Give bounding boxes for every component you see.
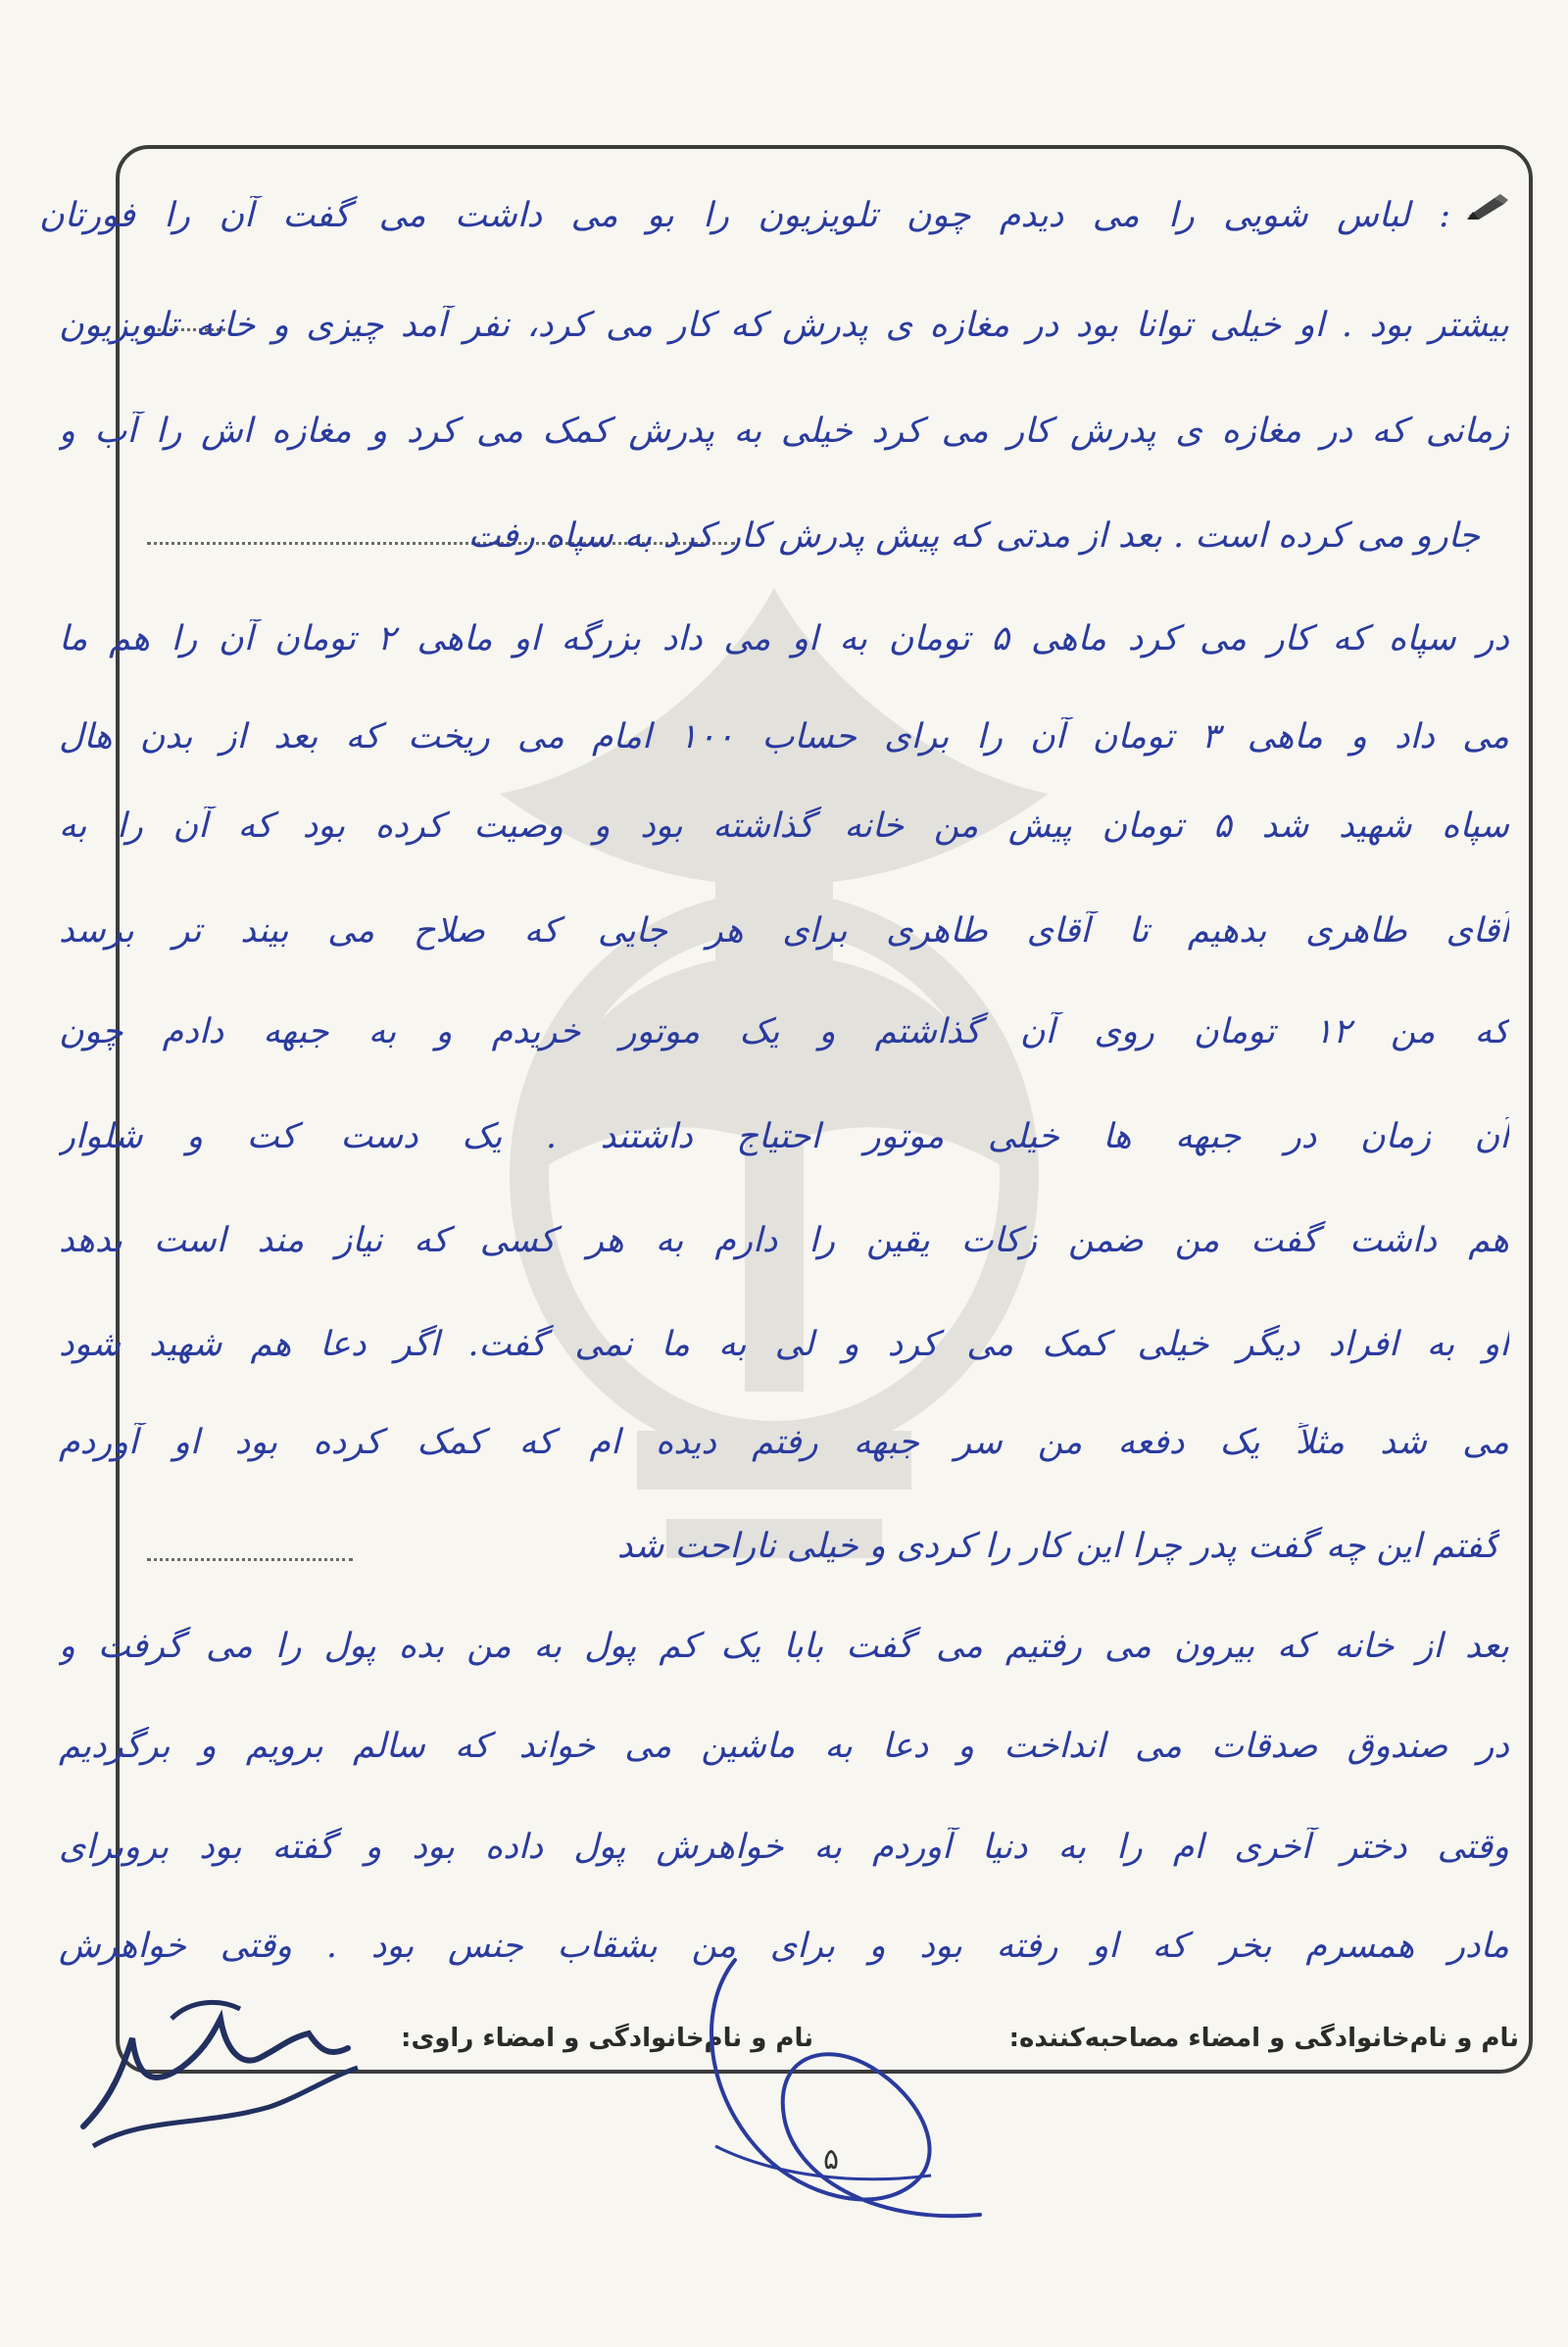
handwritten-line-10: آن زمان در جبهه ها خیلی موتور احتیاج داشتند . یک دست کت و شلوار: [59, 1117, 1509, 1156]
handwritten-line-15: بعد از خانه که بیرون می رفتیم می گفت بابا یک کم پول به من بده پول را می گرفت و: [59, 1627, 1509, 1666]
handwritten-line-9: که من ۱۲ تومان روی آن گذاشتم و یک موتور خریدم و به جبهه دادم چون: [59, 1012, 1509, 1051]
handwritten-line-6: می داد و ماهی ۳ تومان آن را برای حساب ۱۰۰ امام می ریخت که بعد از بدن هال: [59, 717, 1509, 757]
handwritten-line-5: در سپاه که کار می کرد ماهی ۵ تومان به او می داد بزرگه او ماهی ۲ تومان آن را هم ما: [59, 619, 1509, 659]
narrator-signature: [54, 1980, 368, 2176]
handwritten-line-13: می شد مثلاً یک دفعه من سر جبهه رفتم دیده ام که کمک کرده بود او آوردم: [59, 1423, 1509, 1462]
handwritten-line-12: او به افراد دیگر خیلی کمک می کرد و لی به ما نمی گفت. اگر دعا هم شهید شود: [59, 1325, 1509, 1364]
interviewer-signature: [676, 1950, 1029, 2244]
handwritten-line-2: بیشتر بود . او خیلی توانا بود در مغازه ی پدرش که کار می کرد، نفر آمد چیزی و خانه تلویزیون: [59, 306, 1509, 345]
handwritten-line-3: زمانی که در مغازه ی پدرش کار می کرد خیلی به پدرش کمک می کرد و مغازه اش را آب و: [59, 412, 1509, 451]
handwritten-line-11: هم داشت گفت من ضمن زکات یقین را دارم به هر کسی که نیاز مند است بدهد: [59, 1221, 1509, 1260]
page-number: ۵: [823, 2142, 840, 2176]
handwritten-line-14: گفتم این چه گفت پدر چرا این کار را کردی و خیلی ناراحت شد: [616, 1527, 1499, 1566]
handwritten-line-17: وقتی دختر آخری ام را به دنیا آوردم به خواهرش پول داده بود و گفته بود بروبرای: [59, 1828, 1509, 1867]
pen-writing-icon: [1465, 192, 1510, 221]
handwritten-line-16: در صندوق صدقات می انداخت و دعا به ماشین می خواند که سالم برویم و برگردیم: [59, 1727, 1509, 1766]
handwritten-line-4: جارو می کرده است . بعد از مدتی که پیش پدرش کار کرد به سپاه رفت: [467, 516, 1480, 556]
handwritten-line-7: سپاه شهید شد ۵ تومان پیش من خانه گذاشته بود و وصیت کرده بود که آن را به: [59, 807, 1509, 846]
handwritten-line-8: آقای طاهری بدهیم تا آقای طاهری برای هر جایی که صلاح می بیند تر برسد: [59, 911, 1509, 951]
organization-emblem-watermark: [421, 549, 1127, 1646]
dotted-guide-line: [147, 1558, 353, 1561]
handwritten-line-18: مادر همسرم بخر که او رفته بود و برای من بشقاب جنس بود . وقتی خواهرش: [59, 1927, 1509, 1966]
narrator-signature-label: نام و نام‌خانوادگی و امضاء راوی:: [401, 2024, 813, 2053]
interviewer-signature-label: نام و نام‌خانوادگی و امضاء مصاحبه‌کننده:: [1008, 2024, 1519, 2053]
handwritten-line-1: : لباس شویی را می دیدم چون تلویزیون را بو می داشت می گفت آن را فورتان: [39, 196, 1450, 235]
